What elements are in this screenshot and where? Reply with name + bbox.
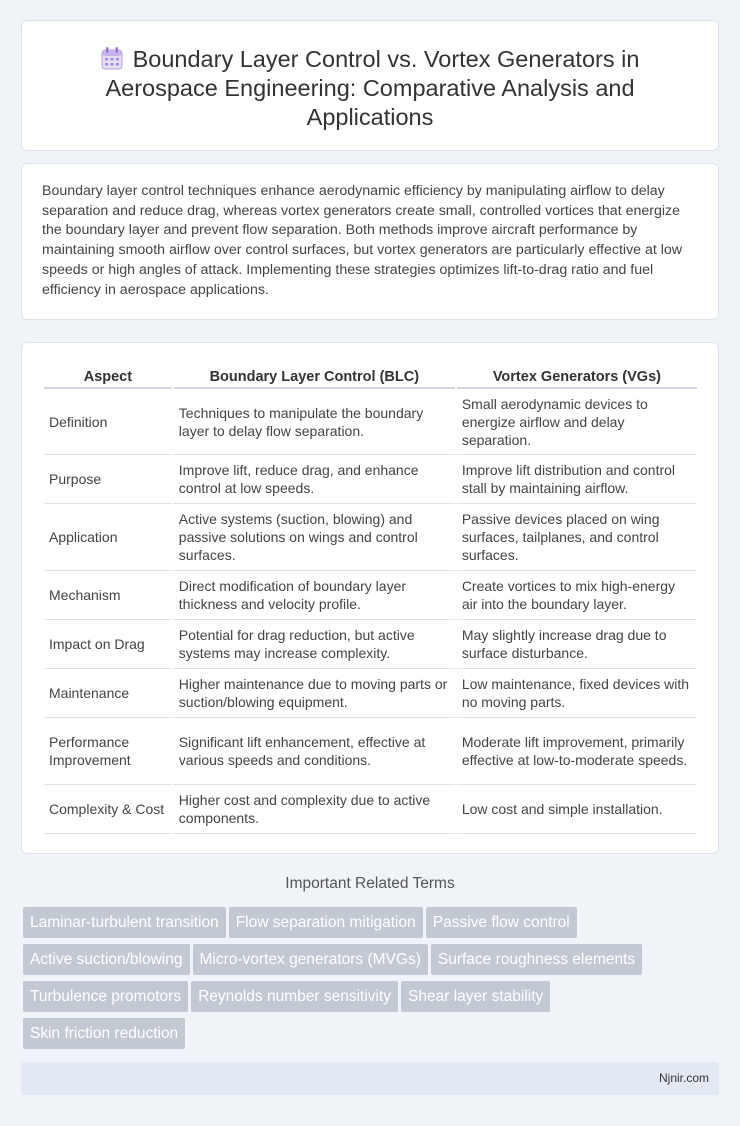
row-blc: Higher maintenance due to moving parts or suction/blowing equipment. (174, 669, 455, 718)
row-aspect: Maintenance (44, 669, 172, 718)
term-tag[interactable]: Surface roughness elements (431, 944, 642, 975)
row-blc: Active systems (suction, blowing) and passive solutions on wings and control surfaces. (174, 504, 455, 571)
table-row (44, 620, 697, 669)
row-vgs: Small aerodynamic devices to energize airflow and delay separation. (457, 389, 697, 455)
row-blc: Improve lift, reduce drag, and enhance control at low speeds. (174, 455, 455, 504)
row-aspect: Complexity & Cost (44, 785, 172, 834)
row-blc: Techniques to manipulate the boundary layer to delay flow separation. (174, 389, 455, 455)
row-blc: Direct modification of boundary layer thickness and velocity profile. (174, 571, 455, 620)
table-header-row (44, 361, 697, 389)
table-row (44, 571, 697, 620)
page-title-text: Boundary Layer Control vs. Vortex Generators in Aerospace Engineering: Comparative Analysis and Applications (105, 46, 640, 130)
term-tag[interactable]: Shear layer stability (401, 981, 550, 1012)
row-vgs: Improve lift distribution and control stall by maintaining airflow. (457, 455, 697, 504)
calendar-icon (101, 46, 123, 70)
footer (21, 1062, 719, 1095)
row-aspect: Impact on Drag (44, 620, 172, 669)
term-tag[interactable]: Skin friction reduction (23, 1018, 185, 1049)
column-header-aspect: Aspect (44, 361, 172, 389)
row-vgs: Create vortices to mix high-energy air into the boundary layer. (457, 571, 697, 620)
row-aspect: Performance Improvement (44, 718, 172, 785)
row-vgs: Low maintenance, fixed devices with no moving parts. (457, 669, 697, 718)
term-tag[interactable]: Turbulence promotors (23, 981, 188, 1012)
row-aspect: Mechanism (44, 571, 172, 620)
comparison-table (42, 361, 699, 834)
row-vgs: Low cost and simple installation. (457, 785, 697, 834)
row-blc: Higher cost and complexity due to active components. (174, 785, 455, 834)
table-row (44, 669, 697, 718)
row-blc: Significant lift enhancement, effective at various speeds and conditions. (174, 718, 455, 785)
table-row (44, 389, 697, 455)
intro-card (21, 163, 719, 320)
table-row (44, 504, 697, 571)
row-aspect: Purpose (44, 455, 172, 504)
page-title (22, 21, 718, 132)
term-tag[interactable]: Reynolds number sensitivity (191, 981, 398, 1012)
term-tag[interactable]: Laminar-turbulent transition (23, 907, 226, 938)
title-card (21, 20, 719, 151)
term-tag[interactable]: Passive flow control (426, 907, 577, 938)
row-vgs: May slightly increase drag due to surface disturbance. (457, 620, 697, 669)
row-vgs: Passive devices placed on wing surfaces, tailplanes, and control surfaces. (457, 504, 697, 571)
table-row (44, 785, 697, 834)
related-terms-heading: Important Related Terms (285, 875, 455, 892)
intro-paragraph: Boundary layer control techniques enhance aerodynamic efficiency by manipulating airflow to delay separation and reduce drag, whereas vortex generators create small, controlled vortices that energize the boundary layer and prevent flow separation. Both methods improve aircraft performance by maintaining smooth airflow over control surfaces, but vortex generators are particularly effective at low speeds or high angles of attack. Implementing these strategies optimizes lift-to-drag ratio and fuel efficiency in aerospace applications. (42, 183, 683, 298)
term-tag[interactable]: Flow separation mitigation (229, 907, 423, 938)
row-vgs: Moderate lift improvement, primarily effective at low-to-moderate speeds. (457, 718, 697, 785)
table-row (44, 455, 697, 504)
term-tag[interactable]: Active suction/blowing (23, 944, 190, 975)
table-row (44, 718, 697, 785)
column-header-vgs: Vortex Generators (VGs) (457, 361, 697, 389)
footer-site-link[interactable]: Njnir.com (658, 1071, 709, 1085)
row-blc: Potential for drag reduction, but active systems may increase complexity. (174, 620, 455, 669)
related-terms-list (23, 907, 723, 1055)
comparison-table-card (21, 342, 719, 854)
term-tag[interactable]: Micro-vortex generators (MVGs) (193, 944, 428, 975)
row-aspect: Application (44, 504, 172, 571)
row-aspect: Definition (44, 389, 172, 455)
column-header-blc: Boundary Layer Control (BLC) (174, 361, 455, 389)
